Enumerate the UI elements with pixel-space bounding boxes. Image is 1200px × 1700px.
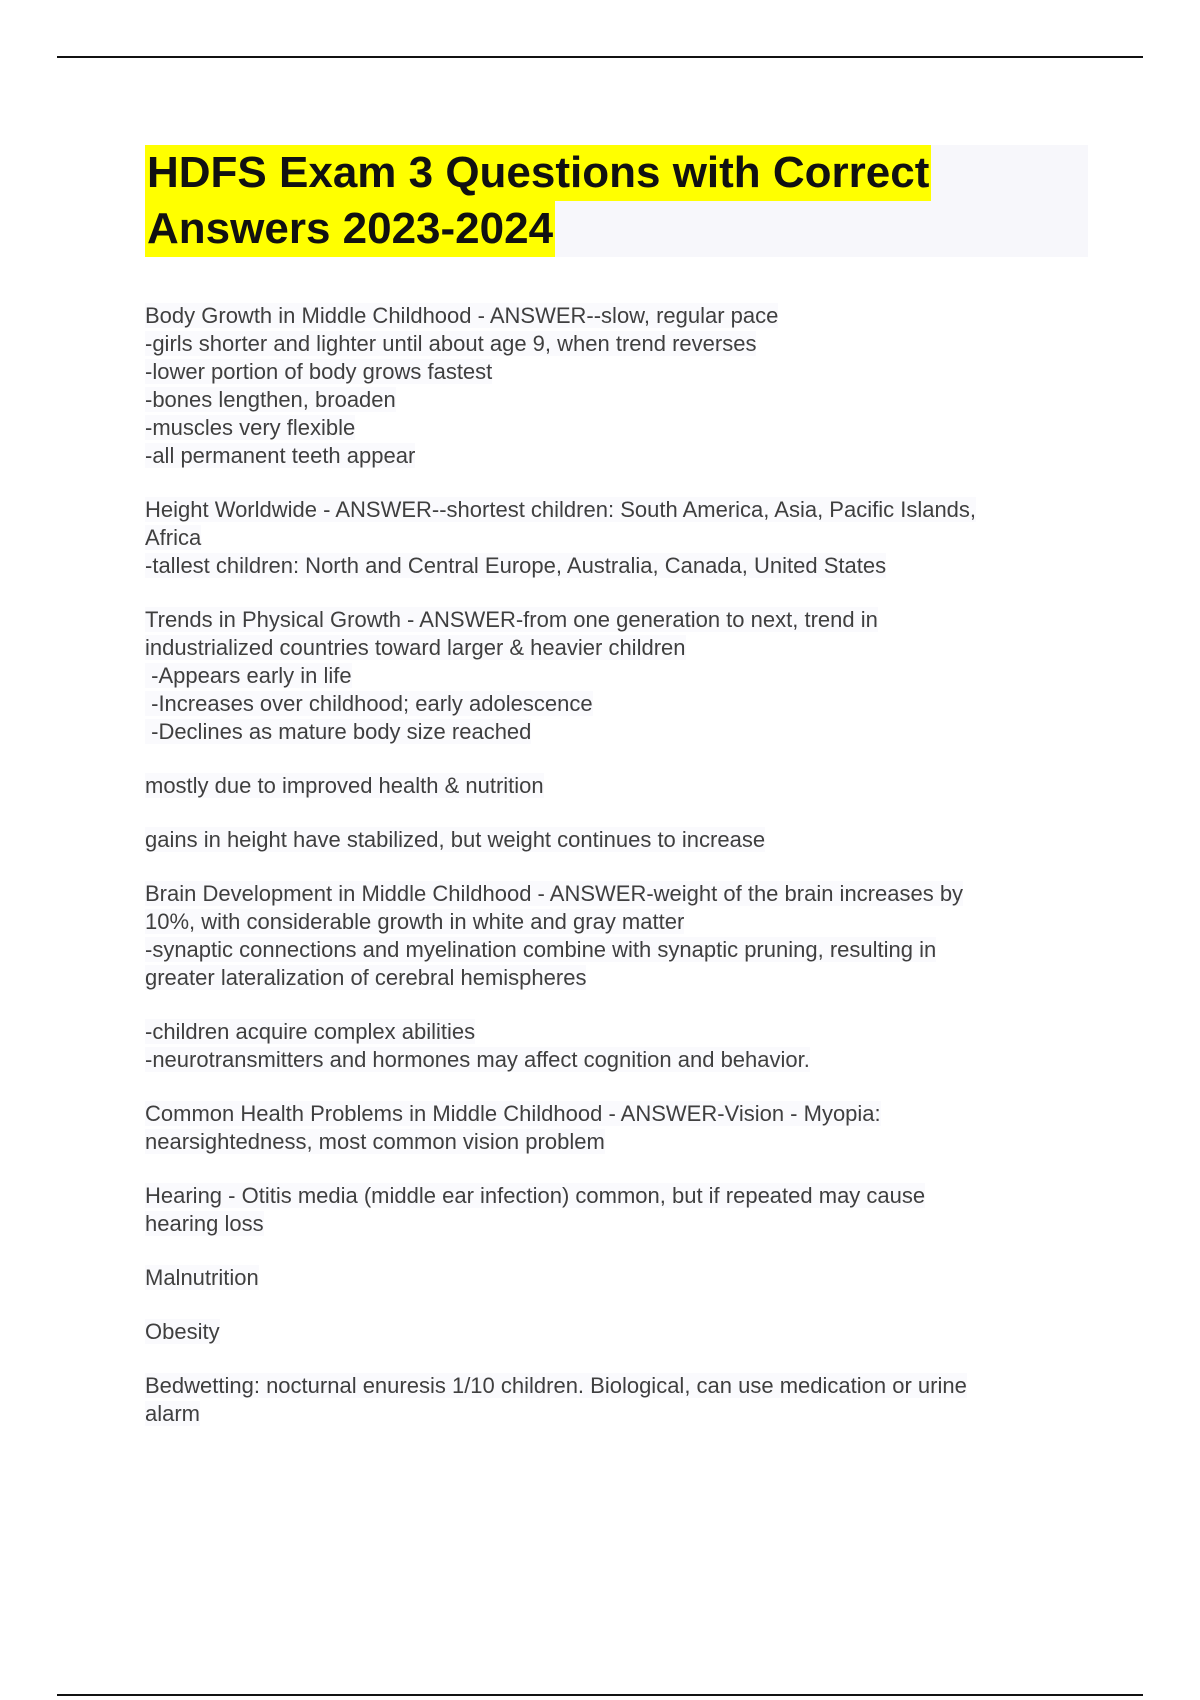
answer-paragraph [145, 772, 1075, 800]
text-line-content: alarm [145, 1401, 201, 1426]
text-line-content: Body Growth in Middle Childhood - ANSWER--slow, regular pace [145, 303, 779, 328]
text-line-content: Malnutrition [145, 1265, 259, 1290]
answer-paragraph [145, 826, 1075, 854]
text-line [145, 1100, 1075, 1128]
text-line [145, 826, 1075, 854]
text-line [145, 1318, 1075, 1346]
text-line-content: nearsightedness, most common vision problem [145, 1129, 605, 1154]
text-line [145, 552, 1075, 580]
text-line-content: mostly due to improved health & nutrition [145, 773, 544, 798]
text-line-content: greater lateralization of cerebral hemispheres [145, 965, 587, 990]
text-line [145, 1210, 1075, 1238]
text-line [145, 442, 1075, 470]
text-line-content: Common Health Problems in Middle Childhood - ANSWER-Vision - Myopia: [145, 1101, 881, 1126]
text-line-content: Height Worldwide - ANSWER--shortest children: South America, Asia, Pacific Islands, [145, 497, 977, 522]
text-line [145, 718, 1075, 746]
answer-paragraph [145, 496, 1075, 580]
text-line-content: Hearing - Otitis media (middle ear infection) common, but if repeated may cause [145, 1183, 926, 1208]
text-line [145, 634, 1075, 662]
text-line [145, 414, 1075, 442]
text-line [145, 1128, 1075, 1156]
text-line-content: Brain Development in Middle Childhood - ANSWER-weight of the brain increases by [145, 881, 964, 906]
text-line-content: -muscles very flexible [145, 415, 356, 440]
text-line-content: Bedwetting: nocturnal enuresis 1/10 children. Biological, can use medication or urine [145, 1373, 967, 1398]
text-line [145, 302, 1075, 330]
text-line [145, 1372, 1075, 1400]
text-line [145, 772, 1075, 800]
text-line-content: -bones lengthen, broaden [145, 387, 396, 412]
text-line [145, 936, 1075, 964]
top-rule [57, 56, 1143, 58]
text-line [145, 358, 1075, 386]
title-line-1: HDFS Exam 3 Questions with Correct [145, 145, 931, 201]
text-line-content: gains in height have stabilized, but weight continues to increase [145, 827, 766, 852]
text-line-content: Obesity [145, 1319, 220, 1344]
text-line [145, 496, 1075, 524]
text-line [145, 1046, 1075, 1074]
text-line-content: 10%, with considerable growth in white and gray matter [145, 909, 685, 934]
text-line [145, 1182, 1075, 1210]
answer-paragraph [145, 1100, 1075, 1156]
text-line [145, 690, 1075, 718]
answer-paragraph [145, 1018, 1075, 1074]
text-line-content: -Declines as mature body size reached [145, 719, 532, 744]
text-line [145, 662, 1075, 690]
answer-paragraph [145, 1318, 1075, 1346]
text-line [145, 964, 1075, 992]
answer-paragraph [145, 302, 1075, 470]
answer-paragraph [145, 1372, 1075, 1428]
document-body [145, 302, 1075, 1454]
answer-paragraph [145, 1264, 1075, 1292]
answer-paragraph [145, 606, 1075, 746]
text-line [145, 386, 1075, 414]
text-line [145, 880, 1075, 908]
text-line [145, 1018, 1075, 1046]
text-line [145, 1264, 1075, 1292]
text-line-content: -children acquire complex abilities [145, 1019, 476, 1044]
answer-paragraph [145, 1182, 1075, 1238]
text-line-content: hearing loss [145, 1211, 264, 1236]
text-line [145, 606, 1075, 634]
text-line-content: -lower portion of body grows fastest [145, 359, 493, 384]
text-line [145, 524, 1075, 552]
text-line-content: -synaptic connections and myelination combine with synaptic pruning, resulting in [145, 937, 937, 962]
text-line [145, 330, 1075, 358]
answer-paragraph [145, 880, 1075, 992]
text-line [145, 908, 1075, 936]
text-line-content: -all permanent teeth appear [145, 443, 416, 468]
text-line-content: -Appears early in life [145, 663, 352, 688]
bottom-rule [57, 1694, 1143, 1696]
text-line-content: -girls shorter and lighter until about age 9, when trend reverses [145, 331, 757, 356]
title-line-2: Answers 2023-2024 [145, 201, 555, 257]
text-line-content: -Increases over childhood; early adolescence [145, 691, 593, 716]
text-line [145, 1400, 1075, 1428]
text-line-content: Africa [145, 525, 202, 550]
text-line-content: -neurotransmitters and hormones may affect cognition and behavior. [145, 1047, 810, 1072]
text-line-content: Trends in Physical Growth - ANSWER-from one generation to next, trend in [145, 607, 878, 632]
text-line-content: industrialized countries toward larger & heavier children [145, 635, 686, 660]
page-title [145, 145, 1088, 257]
text-line-content: -tallest children: North and Central Europe, Australia, Canada, United States [145, 553, 887, 578]
